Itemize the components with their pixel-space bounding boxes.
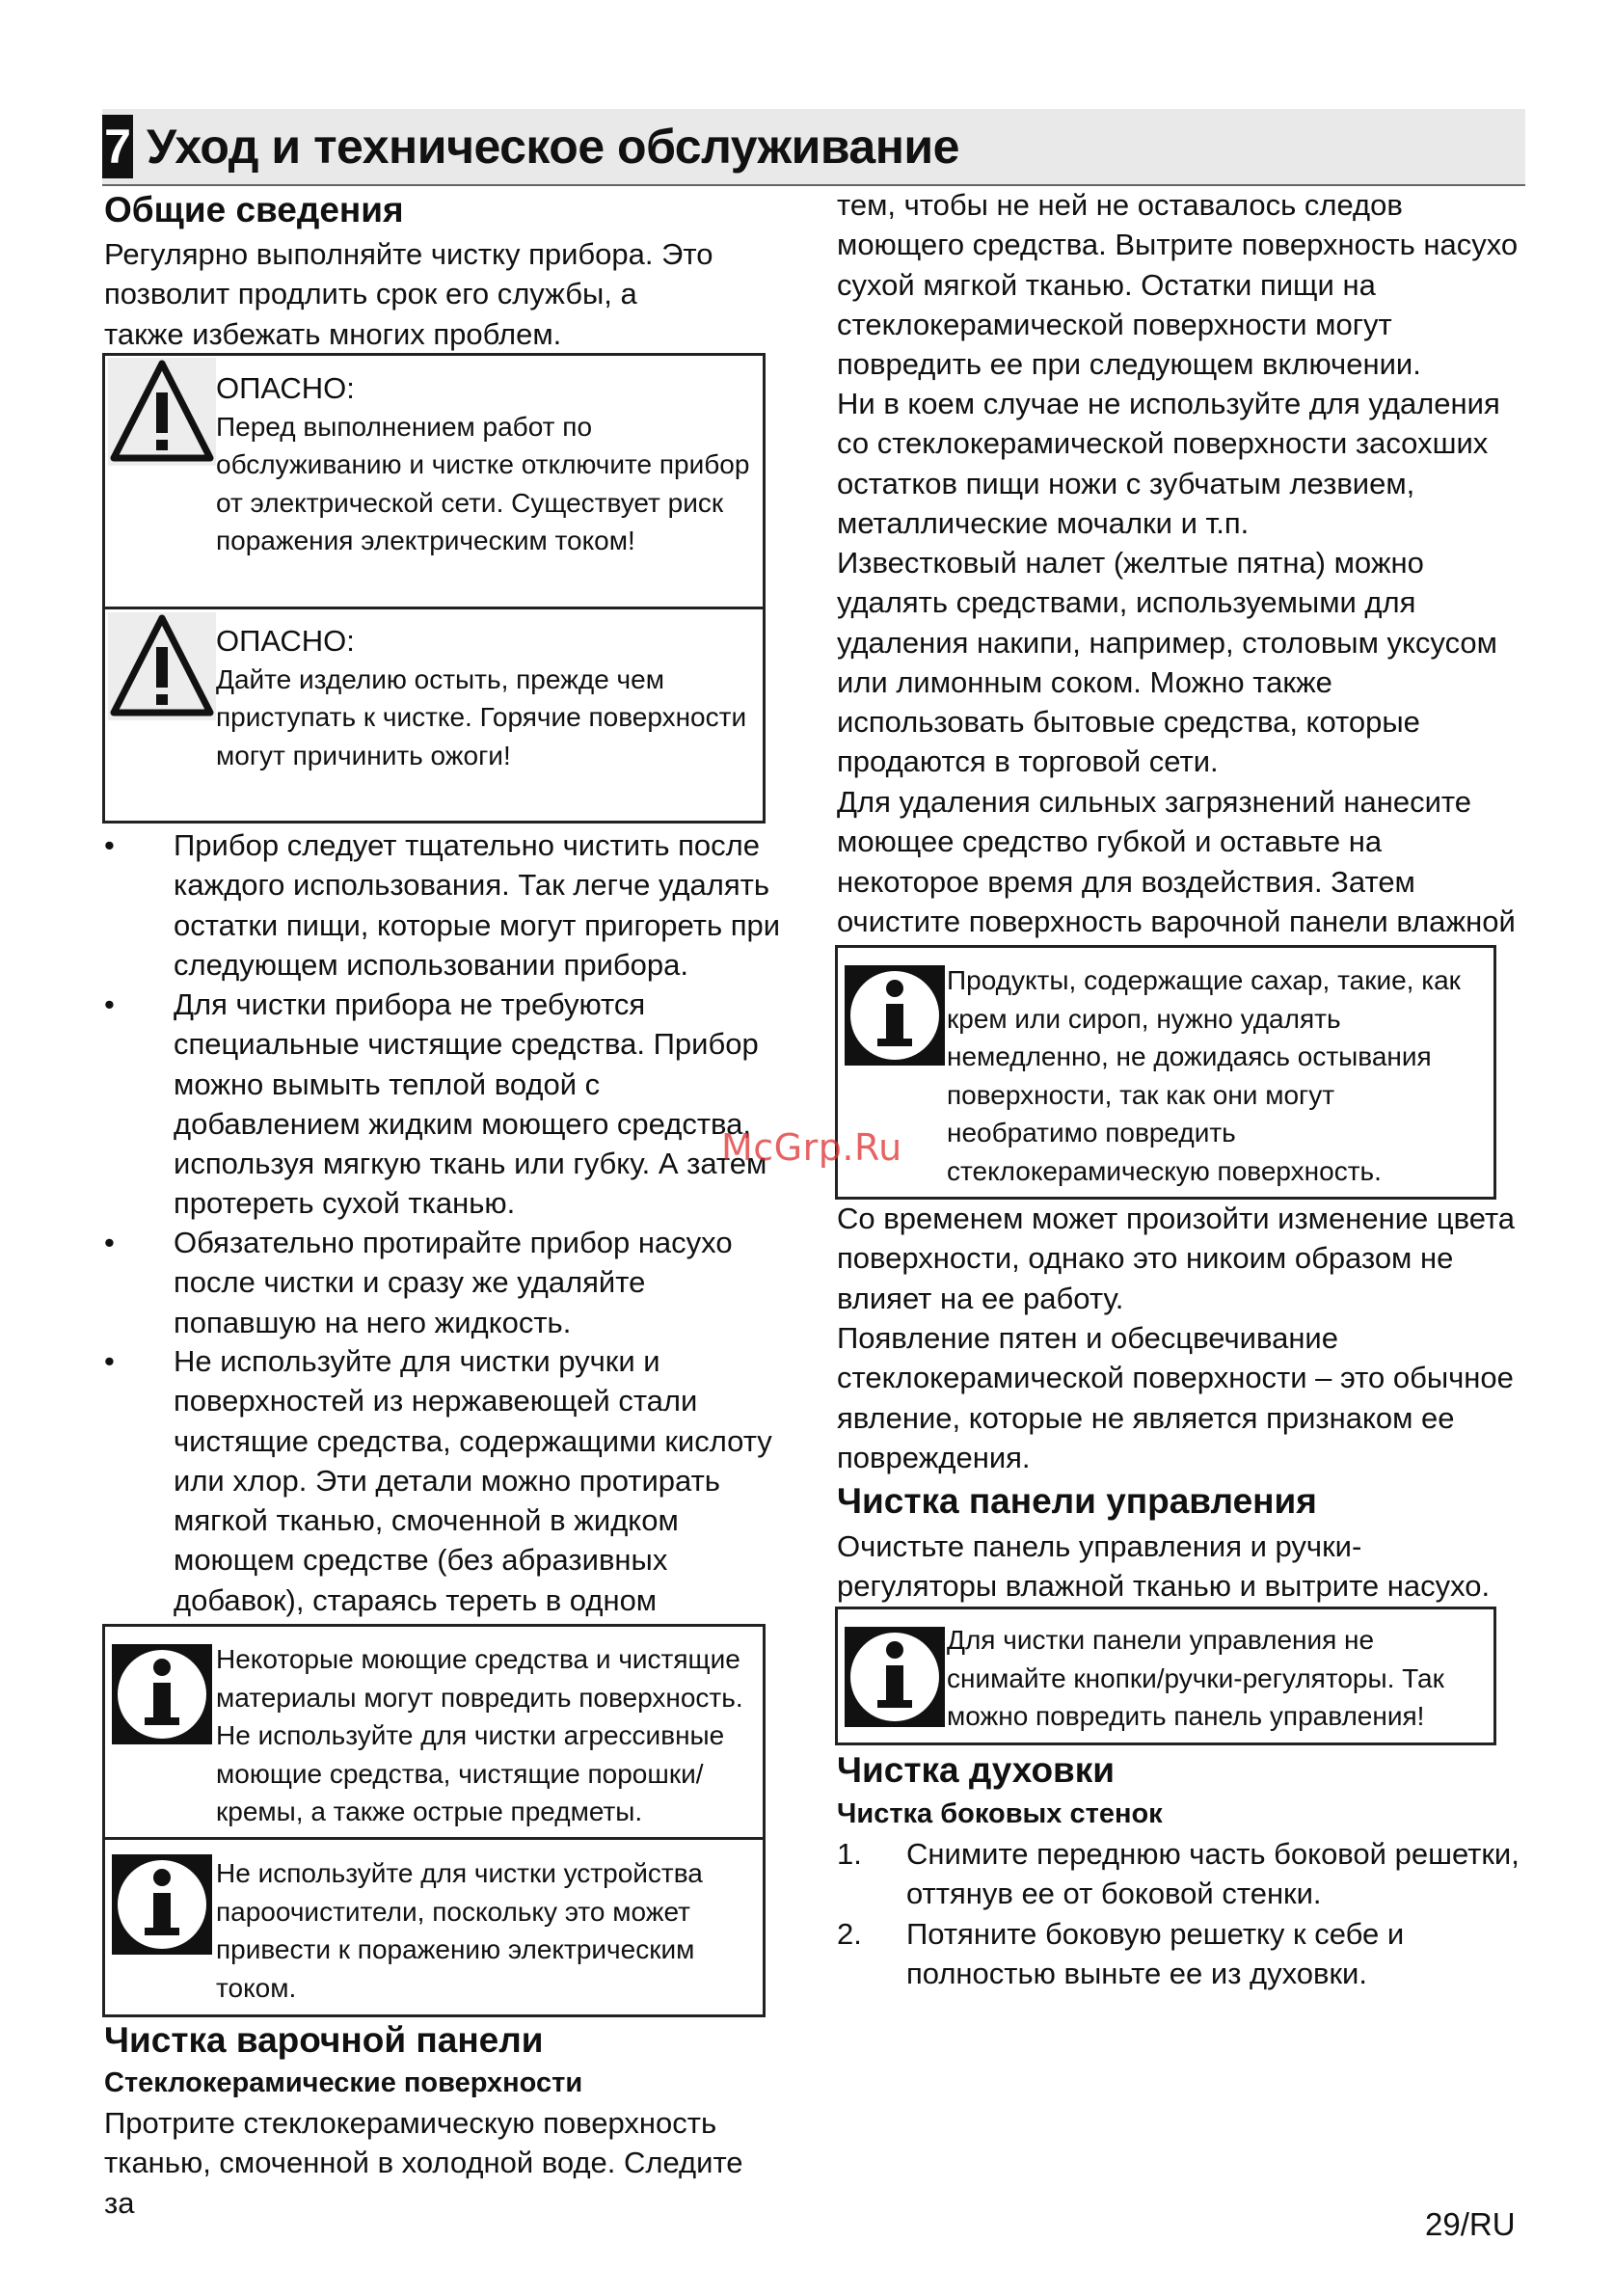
bullet-mark: •: [104, 1226, 115, 1259]
hob-text-right-4: Для удаления сильных загрязнений нанесите моющее средство губкой и оставьте на некоторое время для воздействия. Затем очистите поверхность варочной панели влажной: [837, 785, 1516, 938]
info-divider: [105, 1837, 763, 1840]
step-number: 1.: [837, 1837, 862, 1871]
bullet-mark: •: [104, 987, 115, 1021]
info-icon: [108, 1640, 216, 1748]
bullet-mark: •: [104, 1344, 115, 1378]
hob-text-right-6: Появление пятен и обесцвечивание стеклокерамической поверхности – это обычное явление, которые не является признаком ее повреждения.: [837, 1321, 1514, 1474]
info-sugar-text: Продукты, содержащие сахар, такие, как крем или сироп, нужно удалять немедленно, не дожидаясь остывания поверхности, так как они могут необратимо повредить стеклокерамическую поверхность.: [947, 965, 1461, 1186]
hob-text-right-1: тем, чтобы не ней не оставалось следов моющего средства. Вытрите поверхность насухо сухой мягкой тканью. Остатки пищи на стеклокерамической поверхности могут повредить ее при следующем включении.: [837, 188, 1519, 382]
hob-text-right-2: Ни в коем случае не используйте для удаления со стеклокерамической поверхности засохших остатков пищи ножи с зубчатым лезвием, металлические мочалки и т.п.: [837, 387, 1500, 540]
page-number: 29/RU: [1425, 2206, 1516, 2242]
control-panel-text: Очистьте панель управления и ручки-регуляторы влажной тканью и вытрите насухо.: [837, 1529, 1491, 1604]
chapter-header: [102, 109, 1525, 186]
chapter-number: 7: [102, 115, 133, 178]
bullet-text: Не используйте для чистки ручки и поверхностей из нержавеющей стали чистящие средства, содержащими кислоту или хлор. Эти детали можно протирать мягкой тканью, смоченной в жидком моющем средстве (без абразивных добавок), стараясь тереть в одном: [174, 1344, 772, 1617]
hob-subheading: Стеклокерамические поверхности: [104, 2067, 583, 2098]
hob-text-right-3: Известковый налет (желтые пятна) можно удалять средствами, используемыми для удаления накипи, например, столовым уксусом или лимонным соком. Можно также использовать бытовые средства, которые продаются в торговой сети.: [837, 546, 1497, 779]
watermark: McGrp.Ru: [721, 1126, 902, 1169]
warning-divider: [105, 607, 763, 609]
warning-2-text: Дайте изделию остыть, прежде чем приступать к чистке. Горячие поверхности могут причинить ожоги!: [216, 663, 747, 770]
general-heading: Общие сведения: [104, 190, 404, 230]
info-control-panel-text: Для чистки панели управления не снимайте кнопки/ручки-регуляторы. Так можно повредить панель управления!: [947, 1625, 1444, 1731]
bullet-text: Прибор следует тщательно чистить после каждого использования. Так легче удалять остатки пищи, которые могут пригореть при следующем использовании прибора.: [174, 828, 781, 982]
oven-heading: Чистка духовки: [837, 1750, 1116, 1790]
warning-2-label: ОПАСНО:: [216, 624, 355, 658]
list-item: [104, 985, 791, 1224]
warning-1-label: ОПАСНО:: [216, 371, 355, 405]
warning-triangle-icon: [108, 358, 216, 466]
list-item: [837, 1834, 1523, 1915]
step-text: Потяните боковую решетку к себе и полностью выньте ее из духовки.: [906, 1917, 1405, 1991]
info-box-cleaning: [102, 1624, 766, 2017]
warning-2: [216, 622, 756, 774]
bullet-text: Обязательно протирайте прибор насухо после чистки и сразу же удаляйте попавшую на него жидкость.: [174, 1226, 733, 1339]
oven-subheading: Чистка боковых стенок: [837, 1798, 1163, 1829]
warning-1: [216, 369, 756, 560]
list-item: [104, 1341, 791, 1621]
list-item: [104, 825, 791, 986]
info-icon: [841, 961, 949, 1069]
chapter-title: Уход и техническое обслуживание: [147, 120, 959, 174]
info-text-2: Не используйте для чистки устройства пароочистители, поскольку это может привести к поражению электрическим током.: [216, 1858, 703, 2003]
hob-text-left: Протрите стеклокерамическую поверхность тканью, смоченной в холодной воде. Следите за: [104, 2106, 743, 2220]
list-item: [837, 1914, 1523, 1995]
hob-text-right-5: Со временем может произойти изменение цвета поверхности, однако это никоим образом не влияет на ее работу.: [837, 1202, 1516, 1315]
info-icon: [108, 1850, 216, 1958]
warning-triangle-icon: [108, 612, 216, 720]
control-panel-heading: Чистка панели управления: [837, 1481, 1317, 1521]
general-intro: Регулярно выполняйте чистку прибора. Это позволит продлить срок его службы, а также избежать многих проблем.: [104, 237, 713, 351]
step-text: Снимите переднюю часть боковой решетки, оттянув ее от боковой стенки.: [906, 1837, 1520, 1911]
warning-box: [102, 353, 766, 824]
info-box-control-panel: [835, 1607, 1496, 1745]
hob-heading: Чистка варочной панели: [104, 2020, 544, 2060]
warning-1-text: Перед выполнением работ по обслуживанию и чистке отключите прибор от электрической сети. Существует риск поражения электрическим током!: [216, 411, 750, 555]
info-box-sugar: [835, 945, 1496, 1200]
info-icon: [841, 1623, 949, 1731]
bullet-mark: •: [104, 828, 115, 862]
list-item: [104, 1223, 791, 1342]
bullet-text: Для чистки прибора не требуются специальные чистящие средства. Прибор можно вымыть теплой водой с добавлением жидким моющего средства, используя мягкую ткань или губку. А затем протереть сухой тканью.: [174, 987, 767, 1221]
step-number: 2.: [837, 1917, 862, 1951]
info-text-1: Некоторые моющие средства и чистящие материалы могут повредить поверхность. Не используйте для чистки агрессивные моющие средства, чистящие порошки/кремы, а также острые предметы.: [216, 1644, 743, 1826]
